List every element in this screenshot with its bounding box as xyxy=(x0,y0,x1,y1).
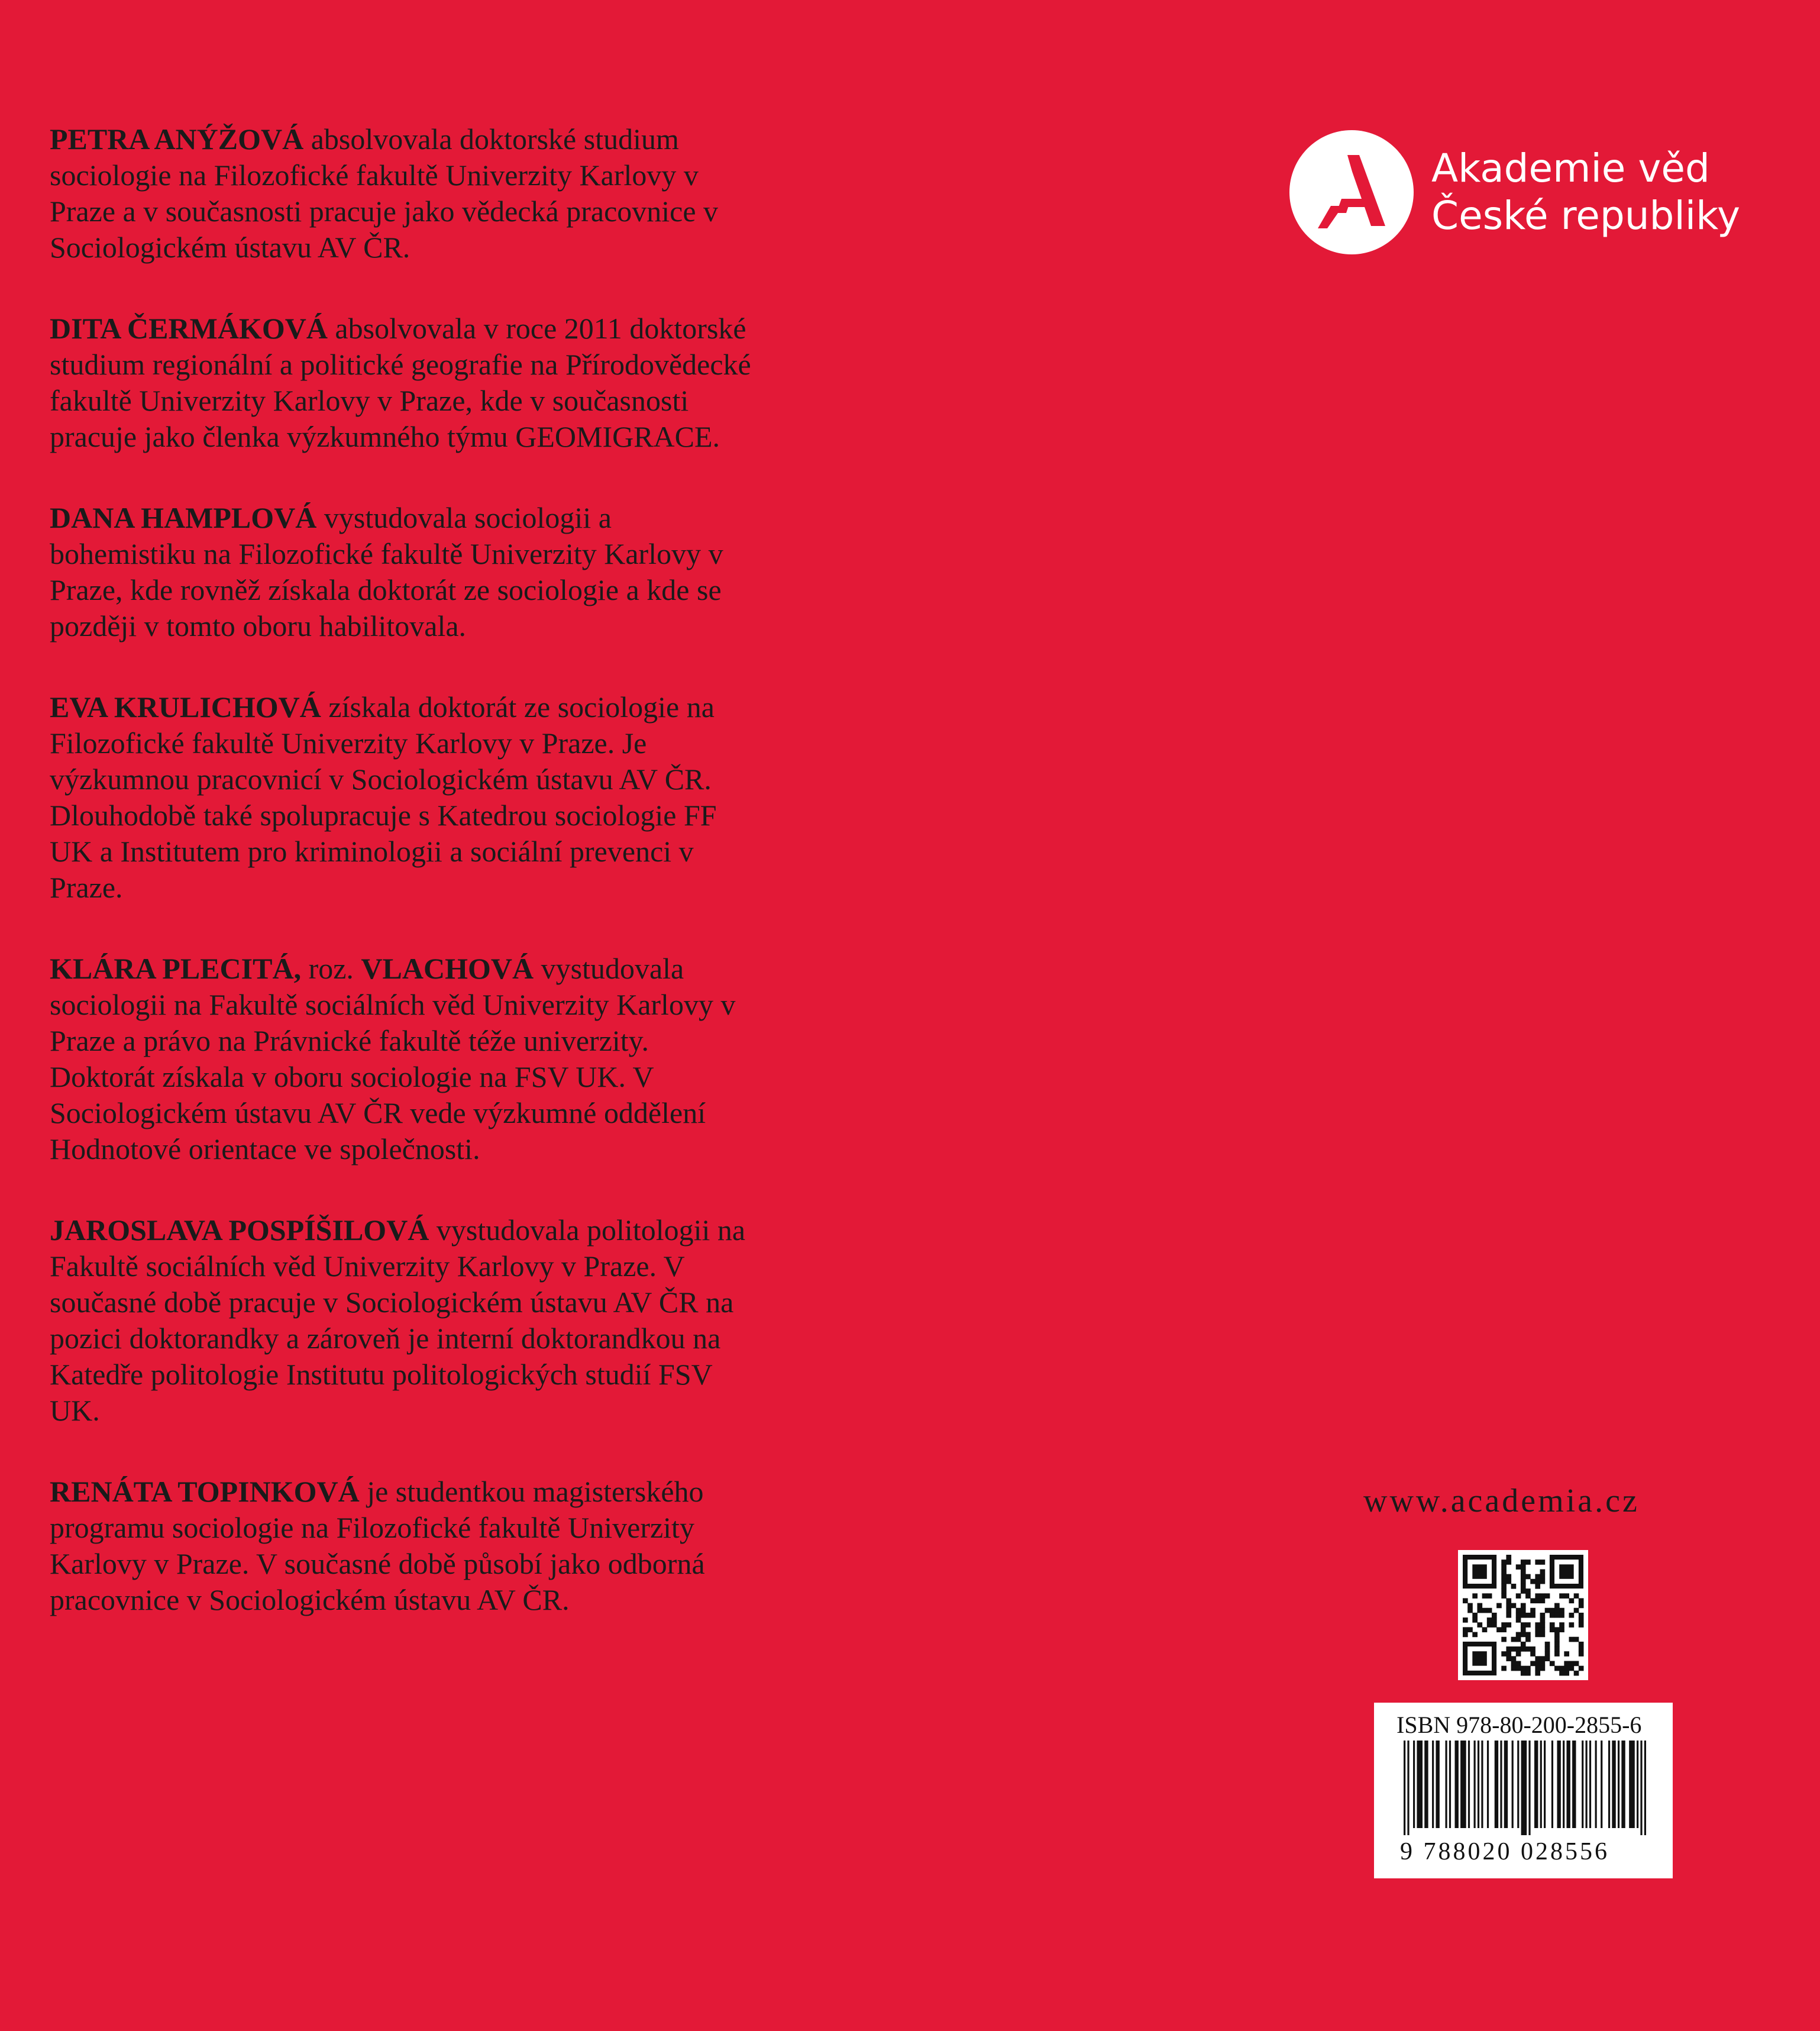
bio-hamplova xyxy=(50,500,759,644)
bio-krulichova xyxy=(50,689,759,906)
bio-text: vystudovala sociologii a bohemistiku na Filozofické fakultě Univerzity Karlovy v Praze, kde rovněž získala doktorát ze sociologie a kde se později v tomto oboru habilitovala. xyxy=(50,501,723,642)
bio-text: vystudovala sociologii na Fakultě sociálních věd Univerzity Karlovy v Praze a právo na Právnické fakultě téže univerzity. Doktorát získala v oboru sociologie na FSV UK. V Sociologickém ústavu AV ČR vede výzkumné oddělení Hodnotové orientace ve společnosti. xyxy=(50,952,736,1165)
logo-line-2: České republiky xyxy=(1431,193,1741,238)
academy-a-icon xyxy=(1289,130,1414,254)
academy-logo xyxy=(1289,130,1740,254)
qr-code-icon xyxy=(1458,1550,1588,1680)
isbn-label: ISBN 978-80-200-2855-6 xyxy=(1396,1712,1642,1738)
logo-line-1: Akademie věd xyxy=(1431,146,1710,191)
barcode-icon xyxy=(1404,1741,1646,1835)
bio-name: KLÁRA PLECITÁ, xyxy=(50,952,302,985)
bio-pospisilova xyxy=(50,1212,759,1429)
bio-name: EVA KRULICHOVÁ xyxy=(50,690,321,724)
bio-anyzova xyxy=(50,121,759,266)
author-bios xyxy=(50,121,759,1663)
isbn-barcode xyxy=(1374,1703,1673,1878)
bio-name: RENÁTA TOPINKOVÁ xyxy=(50,1475,360,1508)
bio-name-connector: roz. xyxy=(301,952,361,985)
bio-name: JAROSLAVA POSPÍŠILOVÁ xyxy=(50,1213,429,1247)
bio-text: vystudovala politologii na Fakultě sociálních věd Univerzity Karlovy v Praze. V současné době pracuje v Sociologickém ústavu AV ČR na pozici doktorandky a zároveň je interní doktorandkou na Katedře politologie Institutu politologických studií FSV UK. xyxy=(50,1213,746,1427)
ean-digits: 9 788020 028556 xyxy=(1400,1838,1609,1865)
bio-topinkova xyxy=(50,1474,759,1618)
bio-name: PETRA ANÝŽOVÁ xyxy=(50,122,304,156)
bio-name: DITA ČERMÁKOVÁ xyxy=(50,312,328,345)
academy-logo-text xyxy=(1431,145,1740,240)
bio-text: absolvovala v roce 2011 doktorské studium regionální a politické geografie na Přírodovědecké fakultě Univerzity Karlovy v Praze, kde v současnosti pracuje jako členka výzkumného týmu GEOMIGRACE. xyxy=(50,312,751,453)
bio-text: získala doktorát ze sociologie na Filozofické fakultě Univerzity Karlovy v Praze. Je výzkumnou pracovnicí v Sociologickém ústavu AV ČR. Dlouhodobě také spolupracuje s Katedrou sociologie FF UK a Institutem pro kriminologii a sociální prevenci v Praze. xyxy=(50,690,717,904)
bio-plecita xyxy=(50,951,759,1167)
publisher-url[interactable]: www.academia.cz xyxy=(1363,1483,1640,1519)
bio-cermakova xyxy=(50,311,759,455)
bio-text: absolvovala doktorské studium sociologie na Filozofické fakultě Univerzity Karlovy v Praze a v současnosti pracuje jako vědecká pracovnice v Sociologickém ústavu AV ČR. xyxy=(50,122,719,264)
bio-name-maiden: VLACHOVÁ xyxy=(361,952,534,985)
bio-text: je studentkou magisterského programu sociologie na Filozofické fakultě Univerzity Karlovy v Praze. V současné době působí jako odborná pracovnice v Sociologickém ústavu AV ČR. xyxy=(50,1475,705,1616)
bio-name: DANA HAMPLOVÁ xyxy=(50,501,317,534)
